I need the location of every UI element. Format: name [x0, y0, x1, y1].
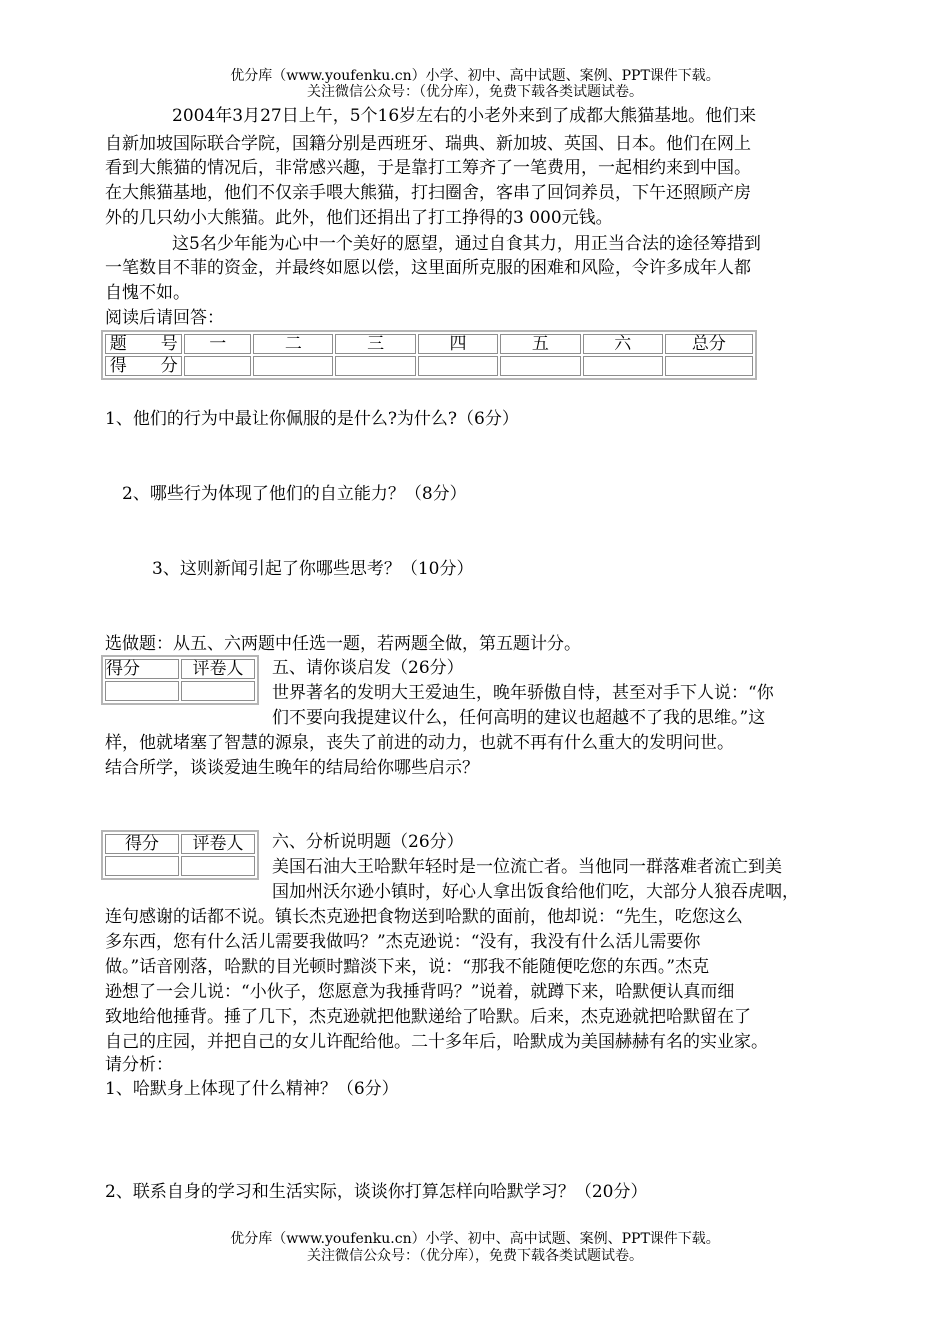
score-input-cell[interactable]	[253, 356, 333, 376]
header-line-1: 优分库（www.youfenku.cn）小学、初中、高中试题、案例、PPT课件下载。	[230, 68, 720, 84]
score-row-label: 得 分	[105, 356, 182, 376]
section5-line: 世界著名的发明大王爱迪生，晚年骄傲自恃，甚至对手下人说：“你	[272, 683, 774, 703]
choice-note: 选做题：从五、六两题中任选一题，若两题全做，第五题计分。	[105, 634, 581, 654]
header-line-2: 关注微信公众号：（优分库），免费下载各类试题试卷。	[307, 84, 643, 100]
grader-score-label: 得分	[105, 659, 179, 679]
score-header-cell: 三	[335, 334, 415, 354]
section6-prompt: 请分析：	[105, 1055, 173, 1075]
read-prompt: 阅读后请回答：	[105, 308, 224, 328]
score-header-cell: 四	[418, 334, 498, 354]
footer-line-2: 关注微信公众号：（优分库），免费下载各类试题试卷。	[307, 1248, 643, 1264]
question-3: 3、这则新闻引起了你哪些思考？（10分）	[152, 559, 474, 579]
score-input-cell[interactable]	[583, 356, 663, 376]
section5-title: 五、请你谈启发（26分）	[272, 658, 464, 678]
passage1-line: 看到大熊猫的情况后，非常感兴趣，于是靠打工筹齐了一笔费用，一起相约来到中国。	[105, 158, 751, 178]
section6-line: 多东西，您有什么活儿需要我做吗？”杰克逊说：“没有，我没有什么活儿需要你	[105, 932, 701, 952]
score-header-cell: 二	[253, 334, 333, 354]
score-input-cell[interactable]	[335, 356, 415, 376]
passage2-line: 一笔数目不菲的资金，并最终如愿以偿，这里面所克服的困难和风险，令许多成年人都	[105, 258, 751, 278]
section5-line: 样，他就堵塞了智慧的源泉，丧失了前进的动力，也就不再有什么重大的发明问世。	[105, 733, 734, 753]
passage2-line: 这5名少年能为心中一个美好的愿望，通过自食其力，用正当合法的途径筹措到	[172, 234, 761, 254]
score-header-cell: 总分	[665, 334, 753, 354]
score-table	[101, 330, 757, 380]
score-input-cell[interactable]	[418, 356, 498, 376]
grader-name-label: 评卷人	[181, 834, 255, 854]
section6-line: 致地给他捶背。捶了几下，杰克逊就把他默递给了哈默。后来，杰克逊就把哈默留在了	[105, 1007, 751, 1027]
passage1-line: 自新加坡国际联合学院，国籍分别是西班牙、瑞典、新加坡、英国、日本。他们在网上	[105, 134, 751, 154]
section5-grader-table	[101, 655, 259, 705]
passage1-line: 2004年3月27日上午，5个16岁左右的小老外来到了成都大熊猫基地。他们来	[172, 106, 757, 126]
section5-line: 结合所学，谈谈爱迪生晚年的结局给你哪些启示？	[105, 758, 479, 778]
score-header-cell: 一	[184, 334, 251, 354]
score-header-cell: 五	[500, 334, 580, 354]
passage1-line: 在大熊猫基地，他们不仅亲手喂大熊猫，打扫圈舍，客串了回饲养员，下午还照顾产房	[105, 183, 751, 203]
section6-line: 美国石油大王哈默年轻时是一位流亡者。当他同一群落难者流亡到美	[272, 857, 782, 877]
section6-title: 六、分析说明题（26分）	[272, 832, 464, 852]
grader-name-input[interactable]	[181, 681, 255, 701]
score-header-cell: 题 号	[105, 334, 182, 354]
section6-grader-table	[101, 830, 259, 880]
grader-score-input[interactable]	[105, 856, 179, 876]
question-1: 1、他们的行为中最让你佩服的是什么?为什么?（6分）	[105, 409, 519, 429]
score-input-cell[interactable]	[184, 356, 251, 376]
section6-line: 自己的庄园，并把自己的女儿许配给他。二十多年后，哈默成为美国赫赫有名的实业家。	[105, 1032, 768, 1052]
grader-score-label: 得分	[105, 834, 179, 854]
section6-question-1: 1、哈默身上体现了什么精神？（6分）	[105, 1079, 399, 1099]
section6-line: 逊想了一会儿说：“小伙子，您愿意为我捶背吗？”说着，就蹲下来，哈默便认真而细	[105, 982, 735, 1002]
grader-name-label: 评卷人	[181, 659, 255, 679]
section6-line: 连句感谢的话都不说。镇长杰克逊把食物送到哈默的面前，他却说：“先生，吃您这么	[105, 907, 743, 927]
score-input-cell[interactable]	[500, 356, 580, 376]
section6-line: 国加州沃尔逊小镇时，好心人拿出饭食给他们吃，大部分人狼吞虎咽，	[272, 882, 799, 902]
score-input-cell[interactable]	[665, 356, 753, 376]
grader-name-input[interactable]	[181, 856, 255, 876]
grader-score-input[interactable]	[105, 681, 179, 701]
section5-line: 们不要向我提建议什么，任何高明的建议也超越不了我的思维。”这	[272, 708, 766, 728]
footer-line-1: 优分库（www.youfenku.cn）小学、初中、高中试题、案例、PPT课件下载。	[230, 1231, 720, 1247]
section6-question-2: 2、联系自身的学习和生活实际，谈谈你打算怎样向哈默学习？（20分）	[105, 1182, 648, 1202]
passage1-line: 外的几只幼小大熊猫。此外，他们还捐出了打工挣得的3 000元钱。	[105, 208, 613, 228]
section6-line: 做。”话音刚落，哈默的目光顿时黯淡下来，说：“那我不能随便吃您的东西。”杰克	[105, 957, 710, 977]
question-2: 2、哪些行为体现了他们的自立能力？（8分）	[122, 484, 467, 504]
score-header-cell: 六	[583, 334, 663, 354]
passage2-line: 自愧不如。	[105, 283, 190, 303]
